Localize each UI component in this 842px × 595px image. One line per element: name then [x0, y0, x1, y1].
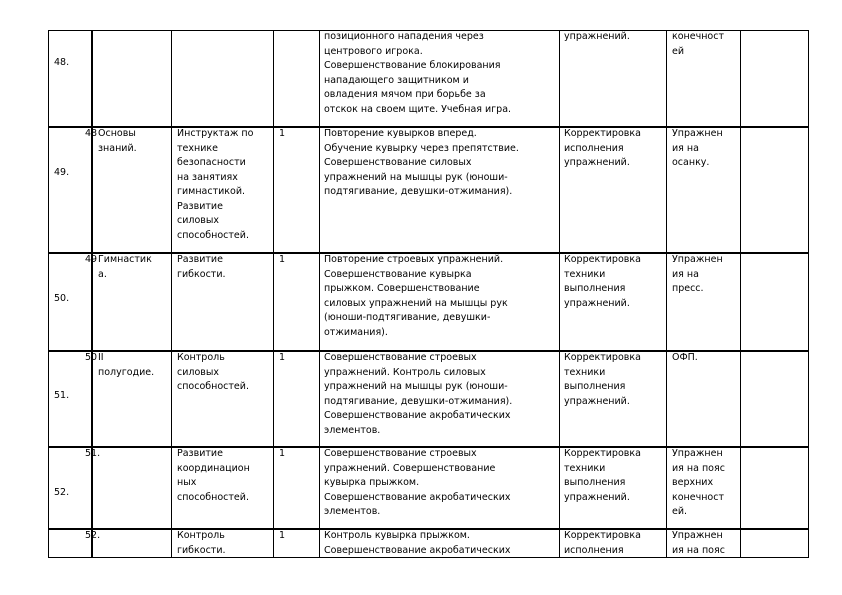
homework: Упражнен ия на пояс: [672, 530, 725, 556]
column-divider: [171, 30, 172, 558]
control-type: упражнений.: [564, 31, 630, 42]
lesson-topic: Инструктаж по технике безопасности на занятиях гимнастикой. Развитие силовых способностей.: [177, 128, 254, 241]
control-type: Корректировка техники выполнения упражнений.: [564, 352, 641, 407]
homework: конечност ей: [672, 31, 724, 57]
hours-count: 1: [279, 254, 286, 265]
table-border-bottom: [48, 557, 808, 558]
column-divider: [666, 30, 667, 558]
lesson-content: Повторение кувырков вперед. Обучение кувырку через препятствие. Совершенствование силовых упражнений на мышцы рук (юноши- подтягивание, девушки-отжимания).: [324, 128, 519, 197]
homework: Упражнен ия на пресс.: [672, 254, 723, 294]
lesson-topic: Контроль гибкости.: [177, 530, 226, 556]
section-name: Гимнастик а.: [98, 254, 152, 280]
column-divider: [319, 30, 320, 558]
control-type: Корректировка исполнения упражнений.: [564, 128, 641, 168]
lesson-number: 50: [85, 352, 98, 363]
section-name: Основы знаний.: [98, 128, 137, 154]
lesson-topic: Развитие координацион ных способностей.: [177, 448, 250, 503]
homework: Упражнен ия на осанку.: [672, 128, 723, 168]
row-number: 52.: [54, 487, 70, 498]
column-divider: [48, 30, 49, 558]
row-number: 48.: [54, 57, 70, 68]
control-type: Корректировка техники выполнения упражнений.: [564, 448, 641, 503]
column-divider: [273, 30, 274, 558]
control-type: Корректировка техники выполнения упражнений.: [564, 254, 641, 309]
lesson-number: 49: [85, 254, 98, 265]
hours-count: 1: [279, 128, 286, 139]
homework: ОФП.: [672, 352, 698, 363]
row-number: 51.: [54, 390, 70, 401]
lesson-content: позиционного нападения через центрового игрока. Совершенствование блокирования нападающего защитником и овладения мячом при борьбе за отскок на своем щите. Учебная игра.: [324, 31, 512, 115]
lesson-content: Совершенствование строевых упражнений. Совершенствование кувырка прыжком. Совершенствование акробатических элементов.: [324, 448, 511, 517]
lesson-content: Контроль кувырка прыжком. Совершенствование акробатических: [324, 530, 511, 556]
section-name: II полугодие.: [98, 352, 155, 378]
column-divider: [559, 30, 560, 558]
lesson-topic: Развитие гибкости.: [177, 254, 226, 280]
hours-count: 1: [279, 530, 286, 541]
hours-count: 1: [279, 448, 286, 459]
lesson-content: Повторение строевых упражнений. Совершенствование кувырка прыжком. Совершенствование силовых упражнений на мышцы рук (юноши-подтягивание, девушки- отжимания).: [324, 254, 508, 338]
row-number: 50.: [54, 293, 70, 304]
lesson-topic: Контроль силовых способностей.: [177, 352, 249, 392]
lesson-content: Совершенствование строевых упражнений. Контроль силовых упражнений на мышцы рук (юноши- подтягивание, девушки-отжимания). Совершенствование акробатических элементов.: [324, 352, 513, 436]
hours-count: 1: [279, 352, 286, 363]
column-divider: [808, 30, 809, 558]
control-type: Корректировка исполнения: [564, 530, 641, 556]
homework: Упражнен ия на пояс верхних конечност ей.: [672, 448, 725, 517]
row-number: 49.: [54, 167, 70, 178]
lesson-number: 48: [85, 128, 98, 139]
lesson-number: 52.: [85, 530, 101, 541]
lesson-number: 51.: [85, 448, 101, 459]
column-divider: [740, 30, 741, 558]
column-divider: [91, 30, 93, 558]
